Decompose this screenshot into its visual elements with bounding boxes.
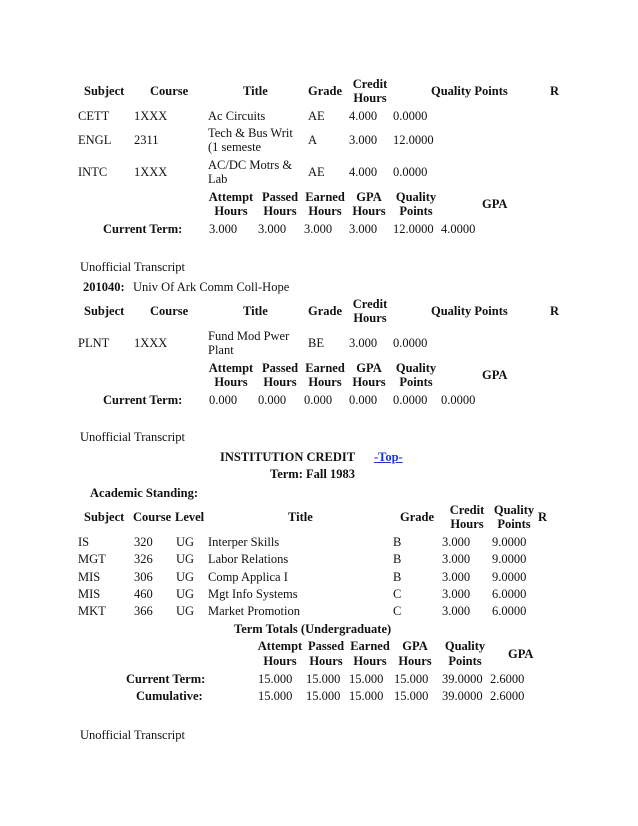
header-r: R (550, 304, 560, 318)
totals-header-earned: Earned (305, 361, 345, 375)
row-subject: IS (78, 535, 90, 549)
row-grade: B (393, 552, 402, 566)
totals-header-gpa-value: GPA (482, 368, 508, 382)
totals-header-attempt-hours: Hours (214, 375, 248, 389)
current-term-earned: 0.000 (304, 393, 333, 407)
totals-header-attempt: Attempt (208, 190, 254, 204)
header-quality: Quality (493, 503, 535, 517)
row-title: Market Promotion (208, 604, 301, 618)
totals-header-passed: Passed (261, 361, 299, 375)
header-credit: Credit (449, 503, 485, 517)
current-term-attempt: 0.000 (209, 393, 238, 407)
row-level: UG (176, 570, 195, 584)
header-hours: Hours (353, 311, 387, 325)
row-quality: 9.0000 (492, 535, 527, 549)
row-grade: B (393, 570, 402, 584)
totals-header-attempt-hours: Hours (214, 204, 248, 218)
header-grade: Grade (400, 510, 435, 524)
term-totals-heading: Term Totals (Undergraduate) (234, 622, 392, 636)
totals-header-earned: Earned (305, 190, 345, 204)
current-term-gpa-hours: 15.000 (394, 672, 429, 686)
header-level: Level (175, 510, 205, 524)
totals-header-attempt: Attempt (208, 361, 254, 375)
row-level: UG (176, 604, 195, 618)
header-r: R (550, 84, 560, 98)
row-credit: 3.000 (442, 604, 471, 618)
row-course: 1XXX (134, 109, 168, 123)
totals-header-gpa: GPA (356, 190, 382, 204)
header-subject: Subject (84, 304, 125, 318)
row-quality: 0.0000 (393, 165, 428, 179)
totals-header-passed-hours: Hours (263, 375, 297, 389)
row-subject: MGT (78, 552, 106, 566)
totals-header-passed: Passed (261, 190, 299, 204)
header-course: Course (133, 510, 172, 524)
totals-header-quality: Quality (395, 361, 437, 375)
current-term-gpa-hours: 0.000 (349, 393, 378, 407)
current-term-passed: 3.000 (258, 222, 287, 236)
totals-header-earned-hours: Hours (308, 204, 342, 218)
totals-header-quality: Quality (444, 639, 486, 653)
row-credit: 3.000 (442, 535, 471, 549)
totals-header-quality-points: Points (399, 375, 433, 389)
row-subject: MIS (78, 587, 101, 601)
cumulative-gpa-hours: 15.000 (394, 689, 429, 703)
totals-header-earned-hours: Hours (308, 375, 342, 389)
cumulative-gpa: 2.6000 (490, 689, 525, 703)
totals-header-gpa-hours: Hours (352, 204, 386, 218)
row-title: Ac Circuits (208, 109, 266, 123)
row-title: Comp Applica I (208, 570, 288, 584)
row-level: UG (176, 552, 195, 566)
totals-header-gpa-hours: Hours (398, 654, 432, 668)
row-subject: PLNT (78, 336, 110, 350)
row-subject: MIS (78, 570, 101, 584)
cumulative-passed: 15.000 (306, 689, 341, 703)
header-credit-hours: Hours (450, 517, 484, 531)
unofficial-transcript-label: Unofficial Transcript (80, 260, 185, 274)
row-credit: 3.000 (442, 552, 471, 566)
academic-standing-label: Academic Standing: (90, 486, 198, 500)
row-grade: C (393, 604, 402, 618)
institution-name: Univ Of Ark Comm Coll-Hope (133, 280, 290, 294)
term-label: Term: Fall 1983 (270, 467, 355, 481)
row-quality: 9.0000 (492, 552, 527, 566)
header-quality-points: Quality Points (431, 304, 508, 318)
row-grade: BE (308, 336, 324, 350)
row-subject: ENGL (78, 133, 112, 147)
current-term-gpa: 0.0000 (441, 393, 476, 407)
totals-header-quality-points: Points (448, 654, 482, 668)
totals-header-quality-points: Points (399, 204, 433, 218)
totals-header-passed-hours: Hours (263, 204, 297, 218)
row-quality: 6.0000 (492, 604, 527, 618)
totals-header-gpa-value: GPA (508, 647, 534, 661)
row-credit: 4.000 (349, 165, 378, 179)
totals-header-gpa: GPA (356, 361, 382, 375)
row-quality: 9.0000 (492, 570, 527, 584)
totals-header-gpa-value: GPA (482, 197, 508, 211)
row-title: Fund Mod Pwer (208, 329, 290, 343)
row-course: 326 (134, 552, 153, 566)
row-grade: A (308, 133, 318, 147)
current-term-gpa: 2.6000 (490, 672, 525, 686)
header-course: Course (150, 304, 189, 318)
top-link[interactable]: -Top- (374, 450, 403, 464)
row-level: UG (176, 535, 195, 549)
current-term-gpa-hours: 3.000 (349, 222, 378, 236)
totals-header-passed: Passed (307, 639, 345, 653)
row-course: 1XXX (134, 165, 168, 179)
row-grade: B (393, 535, 402, 549)
row-quality: 6.0000 (492, 587, 527, 601)
header-course: Course (150, 84, 189, 98)
totals-header-attempt: Attempt (257, 639, 303, 653)
totals-header-earned-hours: Hours (353, 654, 387, 668)
row-credit: 3.000 (349, 336, 378, 350)
row-quality: 0.0000 (393, 109, 428, 123)
unofficial-transcript-label: Unofficial Transcript (80, 728, 185, 742)
current-term-label: Current Term: (126, 672, 206, 686)
row-course: 306 (134, 570, 153, 584)
totals-header-passed-hours: Hours (309, 654, 343, 668)
current-term-quality: 12.0000 (393, 222, 434, 236)
row-course: 460 (134, 587, 153, 601)
current-term-label: Current Term: (103, 393, 183, 407)
row-grade: C (393, 587, 402, 601)
row-level: UG (176, 587, 195, 601)
current-term-passed: 0.000 (258, 393, 287, 407)
row-quality: 0.0000 (393, 336, 428, 350)
header-quality-points: Points (497, 517, 531, 531)
row-course: 320 (134, 535, 153, 549)
row-grade: AE (308, 165, 325, 179)
header-grade: Grade (308, 84, 343, 98)
header-title: Title (243, 84, 268, 98)
row-subject: INTC (78, 165, 108, 179)
row-title: AC/DC Motrs & (208, 158, 293, 172)
row-subject: CETT (78, 109, 110, 123)
current-term-quality: 39.0000 (442, 672, 483, 686)
totals-header-attempt-hours: Hours (263, 654, 297, 668)
totals-header-quality: Quality (395, 190, 437, 204)
row-title: Interper Skills (208, 535, 280, 549)
totals-header-gpa: GPA (402, 639, 428, 653)
row-subject: MKT (78, 604, 106, 618)
current-term-earned: 3.000 (304, 222, 333, 236)
current-term-quality: 0.0000 (393, 393, 428, 407)
row-title-line-2: Plant (208, 343, 234, 357)
header-title: Title (288, 510, 313, 524)
header-hours: Hours (353, 91, 387, 105)
cumulative-quality: 39.0000 (442, 689, 483, 703)
row-grade: AE (308, 109, 325, 123)
cumulative-attempt: 15.000 (258, 689, 293, 703)
header-grade: Grade (308, 304, 343, 318)
header-subject: Subject (84, 84, 125, 98)
cumulative-label: Cumulative: (136, 689, 203, 703)
row-title-line-2: (1 semeste (208, 140, 262, 154)
row-credit: 4.000 (349, 109, 378, 123)
row-title-line-2: Lab (208, 172, 228, 186)
current-term-attempt: 3.000 (209, 222, 238, 236)
row-course: 2311 (134, 133, 159, 147)
header-credit: Credit (352, 297, 388, 311)
unofficial-transcript-label: Unofficial Transcript (80, 430, 185, 444)
header-r: R (538, 510, 548, 524)
totals-header-gpa-hours: Hours (352, 375, 386, 389)
current-term-attempt: 15.000 (258, 672, 293, 686)
row-course: 366 (134, 604, 153, 618)
current-term-label: Current Term: (103, 222, 183, 236)
institution-credit-heading: INSTITUTION CREDIT (220, 450, 356, 464)
current-term-earned: 15.000 (349, 672, 384, 686)
current-term-gpa: 4.0000 (441, 222, 476, 236)
cumulative-earned: 15.000 (349, 689, 384, 703)
row-title: Mgt Info Systems (208, 587, 298, 601)
row-credit: 3.000 (442, 587, 471, 601)
row-credit: 3.000 (442, 570, 471, 584)
row-credit: 3.000 (349, 133, 378, 147)
header-subject: Subject (84, 510, 125, 524)
row-quality: 12.0000 (393, 133, 434, 147)
row-course: 1XXX (134, 336, 168, 350)
current-term-passed: 15.000 (306, 672, 341, 686)
row-title: Labor Relations (208, 552, 289, 566)
header-credit: Credit (352, 77, 388, 91)
row-title: Tech & Bus Writ (208, 126, 293, 140)
header-quality-points: Quality Points (431, 84, 508, 98)
header-title: Title (243, 304, 268, 318)
totals-header-earned: Earned (350, 639, 390, 653)
term-code: 201040: (83, 280, 125, 294)
